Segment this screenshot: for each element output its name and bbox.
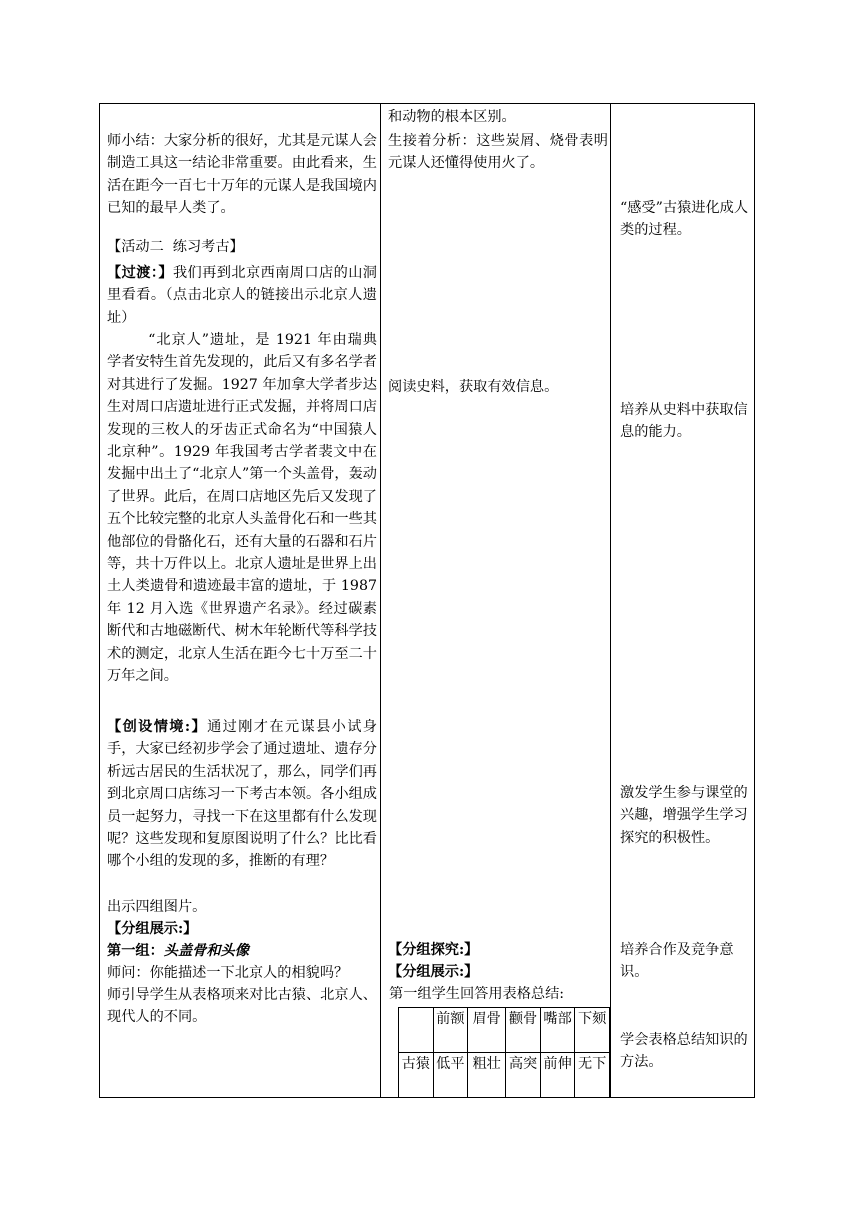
scenario-text: 通过刚才在元谋县小试身手，大家已经初步学会了通过遗址、遗存分析远古居民的生活状况了，那么，同学们再到北京周口店练习一下考古本领。各小组成员一起努力，寻找一下在这里都有什么发现呢？这些发现和复原图说明了什么？比比看哪个小组的发现的多，推断的有理？	[107, 719, 377, 870]
intent-note-5: 学会表格总结知识的方法。	[620, 1032, 748, 1071]
lesson-plan-table	[99, 103, 755, 1098]
cell-ape-brow: 粗壮	[468, 1053, 506, 1098]
intent-note-2: 培养从史料中获取信息的能力。	[620, 402, 748, 441]
student-text-3: 阅读史料，获取有效信息。	[388, 379, 559, 395]
intent-note-3: 激发学生参与课堂的兴趣，增强学生学习探究的积极性。	[620, 785, 748, 846]
group-explore-label: 【分组探究:】	[388, 942, 479, 958]
scenario-paragraph	[107, 716, 377, 873]
header-cell-forehead: 前额	[433, 1008, 468, 1053]
header-cell-chin: 下颏	[575, 1008, 610, 1053]
peking-man-intro-paragraph: “北京人”遗址，是 1921 年由瑞典学者安特生首先发现的，此后又有多名学者对其进行了发掘。1927 年加拿大学者步达生对周口店遗址进行正式发掘，并将周口店发现的三枚人的牙齿正式命名为“中国猿人北京种”。1929 年我国考古学者裴文中在发掘中出土了“北京人”第一个头盖骨，轰动了世界。此后，在周口店地区先后又发现了五个比较完整的北京人头盖骨化石和一些其他部位的骨骼化石，还有大量的石器和石片等，共十万件以上。北京人遗址是世界上出土人类遗骨和遗迹最丰富的遗址，于 1987 年 12 月入选《世界遗产名录》。经过碳素断代和古地磁断代、树木年轮断代等科学技术的测定，北京人生活在距今七十万至二十万年之间。	[107, 332, 382, 685]
group1-summary-text: 第一组学生回答用表格总结:	[389, 986, 565, 1002]
transition-label: 【过渡：】	[107, 265, 173, 281]
header-cell-empty	[399, 1008, 434, 1053]
show-pictures-text: 出示四组图片。	[107, 899, 207, 915]
teacher-activity-column	[100, 104, 381, 1097]
activity-two-title: 【活动二 练习考古】	[107, 239, 244, 255]
group-show-label: 【分组展示:】	[107, 921, 198, 937]
scenario-label: 【创设情境:】	[107, 719, 208, 735]
comparison-row-ape	[399, 1053, 610, 1098]
group1-heading	[107, 940, 377, 962]
teacher-summary-paragraph: 师小结：大家分析的很好，尤其是元谋人会制造工具这一结论非常重要。由此看来，生活在距今一百七十万年的元谋人是我国境内已知的最早人类了。	[107, 133, 377, 217]
header-cell-cheekbone: 颧骨	[506, 1008, 541, 1053]
comparison-header-row	[399, 1008, 610, 1053]
cell-ape-chin: 无下	[575, 1053, 610, 1098]
transition-text: 我们再到北京西南周口店的山洞里看看。（点击北京人的链接出示北京人遗址）	[107, 265, 377, 326]
student-text-2: 生接着分析：这些炭屑、烧骨表明元谋人还懂得使用火了。	[388, 133, 608, 172]
cell-ape-mouth: 前伸	[540, 1053, 575, 1098]
teacher-guide-text: 师引导学生从表格项来对比古猿、北京人、现代人的不同。	[107, 987, 377, 1026]
row-label-ape: 古猿	[399, 1053, 434, 1098]
cell-ape-cheekbone: 高突	[506, 1053, 541, 1098]
comparison-table	[398, 1007, 610, 1098]
transition-paragraph	[107, 262, 377, 329]
group1-topic: 头盖骨和头像	[163, 943, 249, 959]
teacher-question: 师问：你能描述一下北京人的相貌吗？	[107, 965, 349, 981]
header-cell-mouth: 嘴部	[540, 1008, 575, 1053]
student-activity-column	[381, 104, 611, 1097]
cell-ape-forehead: 低平	[433, 1053, 468, 1098]
group1-label: 第一组：	[107, 943, 164, 959]
intent-note-4: 培养合作及竞争意识。	[620, 942, 734, 981]
student-text-1: 和动物的根本区别。	[388, 109, 516, 125]
group-show-label-2: 【分组展示:】	[388, 964, 479, 980]
intent-note-1: “感受”古猿进化成人类的过程。	[620, 200, 749, 239]
design-intent-column	[611, 104, 756, 1097]
header-cell-brow: 眉骨	[468, 1008, 506, 1053]
